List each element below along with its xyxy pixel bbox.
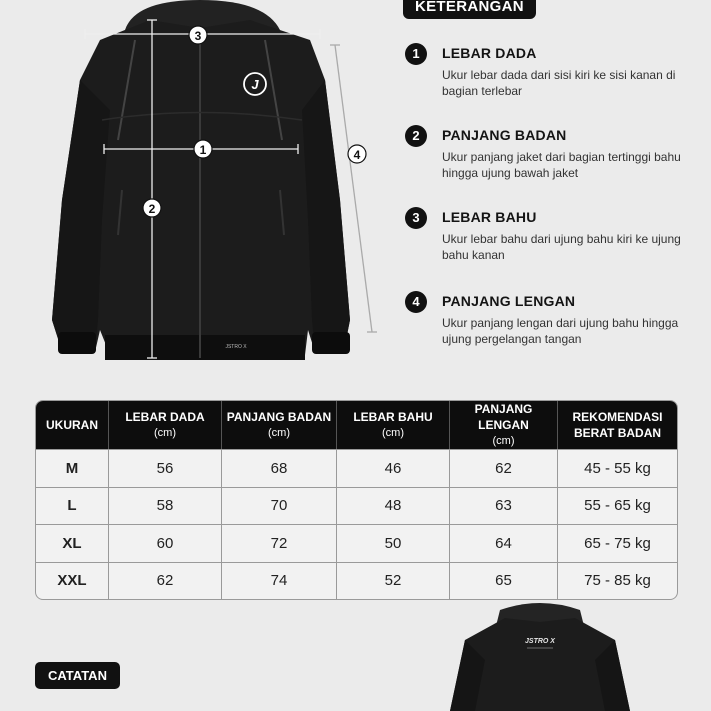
- keterangan-number: 4: [405, 291, 427, 313]
- table-cell: 48: [337, 487, 450, 525]
- keterangan-number: 1: [405, 43, 427, 65]
- table-row: [36, 562, 677, 600]
- table-cell: 52: [337, 562, 450, 600]
- table-cell: 64: [450, 524, 558, 562]
- table-cell: 75 - 85 kg: [558, 562, 677, 600]
- table-row: [36, 487, 677, 525]
- table-cell: 65: [450, 562, 558, 600]
- keterangan-title: PANJANG BADAN: [442, 127, 567, 143]
- table-cell: 50: [337, 524, 450, 562]
- table-cell: 55 - 65 kg: [558, 487, 677, 525]
- table-cell: 60: [109, 524, 222, 562]
- table-cell: 56: [109, 449, 222, 487]
- keterangan-description: Ukur lebar bahu dari ujung bahu kiri ke ujung bahu kanan: [442, 232, 681, 262]
- table-cell: 70: [222, 487, 337, 525]
- size-cell: M: [36, 449, 109, 487]
- keterangan-number: 3: [405, 207, 427, 229]
- table-row: [36, 449, 677, 487]
- keterangan-number: 2: [405, 125, 427, 147]
- keterangan-description: Ukur panjang lengan dari ujung bahu hingga ujung pergelangan tangan: [442, 316, 679, 346]
- table-header-row: [36, 401, 677, 449]
- keterangan-title: LEBAR BAHU: [442, 209, 537, 225]
- jacket-back-illustration: [445, 600, 635, 711]
- table-cell: 62: [450, 449, 558, 487]
- svg-text:1: 1: [199, 143, 207, 157]
- keterangan-header: KETERANGAN: [403, 0, 536, 19]
- size-chart-table: [35, 400, 678, 600]
- svg-text:3: 3: [194, 29, 202, 43]
- jacket-front-illustration: [40, 0, 380, 370]
- header-ukuran: UKURAN: [36, 401, 109, 449]
- size-cell: XXL: [36, 562, 109, 600]
- back-brand-label: JSTRO X: [525, 638, 555, 645]
- table-cell: 46: [337, 449, 450, 487]
- logo-mark: J: [251, 77, 259, 92]
- size-cell: XL: [36, 524, 109, 562]
- table-cell: 45 - 55 kg: [558, 449, 677, 487]
- svg-text:4: 4: [353, 148, 361, 162]
- keterangan-description: Ukur lebar dada dari sisi kiri ke sisi kanan di bagian terlebar: [442, 68, 676, 98]
- table-cell: 62: [109, 562, 222, 600]
- svg-text:2: 2: [148, 202, 156, 216]
- keterangan-title: PANJANG LENGAN: [442, 293, 576, 309]
- table-row: [36, 524, 677, 562]
- table-cell: 65 - 75 kg: [558, 524, 677, 562]
- catatan-label: CATATAN: [35, 662, 120, 689]
- hem-brand-label: JSTRO X: [225, 344, 247, 350]
- table-cell: 63: [450, 487, 558, 525]
- size-cell: L: [36, 487, 109, 525]
- table-cell: 74: [222, 562, 337, 600]
- header-panjang-badan: PANJANG BADAN (cm): [222, 401, 337, 449]
- table-cell: 58: [109, 487, 222, 525]
- header-rekomendasi: REKOMENDASI BERAT BADAN: [558, 401, 677, 449]
- header-lebar-dada: LEBAR DADA (cm): [109, 401, 222, 449]
- header-panjang-lengan: PANJANG LENGAN (cm): [450, 401, 558, 449]
- keterangan-description: Ukur panjang jaket dari bagian tertinggi bahu hingga ujung bawah jaket: [442, 150, 681, 180]
- keterangan-title: LEBAR DADA: [442, 45, 537, 61]
- table-cell: 68: [222, 449, 337, 487]
- table-cell: 72: [222, 524, 337, 562]
- header-lebar-bahu: LEBAR BAHU (cm): [337, 401, 450, 449]
